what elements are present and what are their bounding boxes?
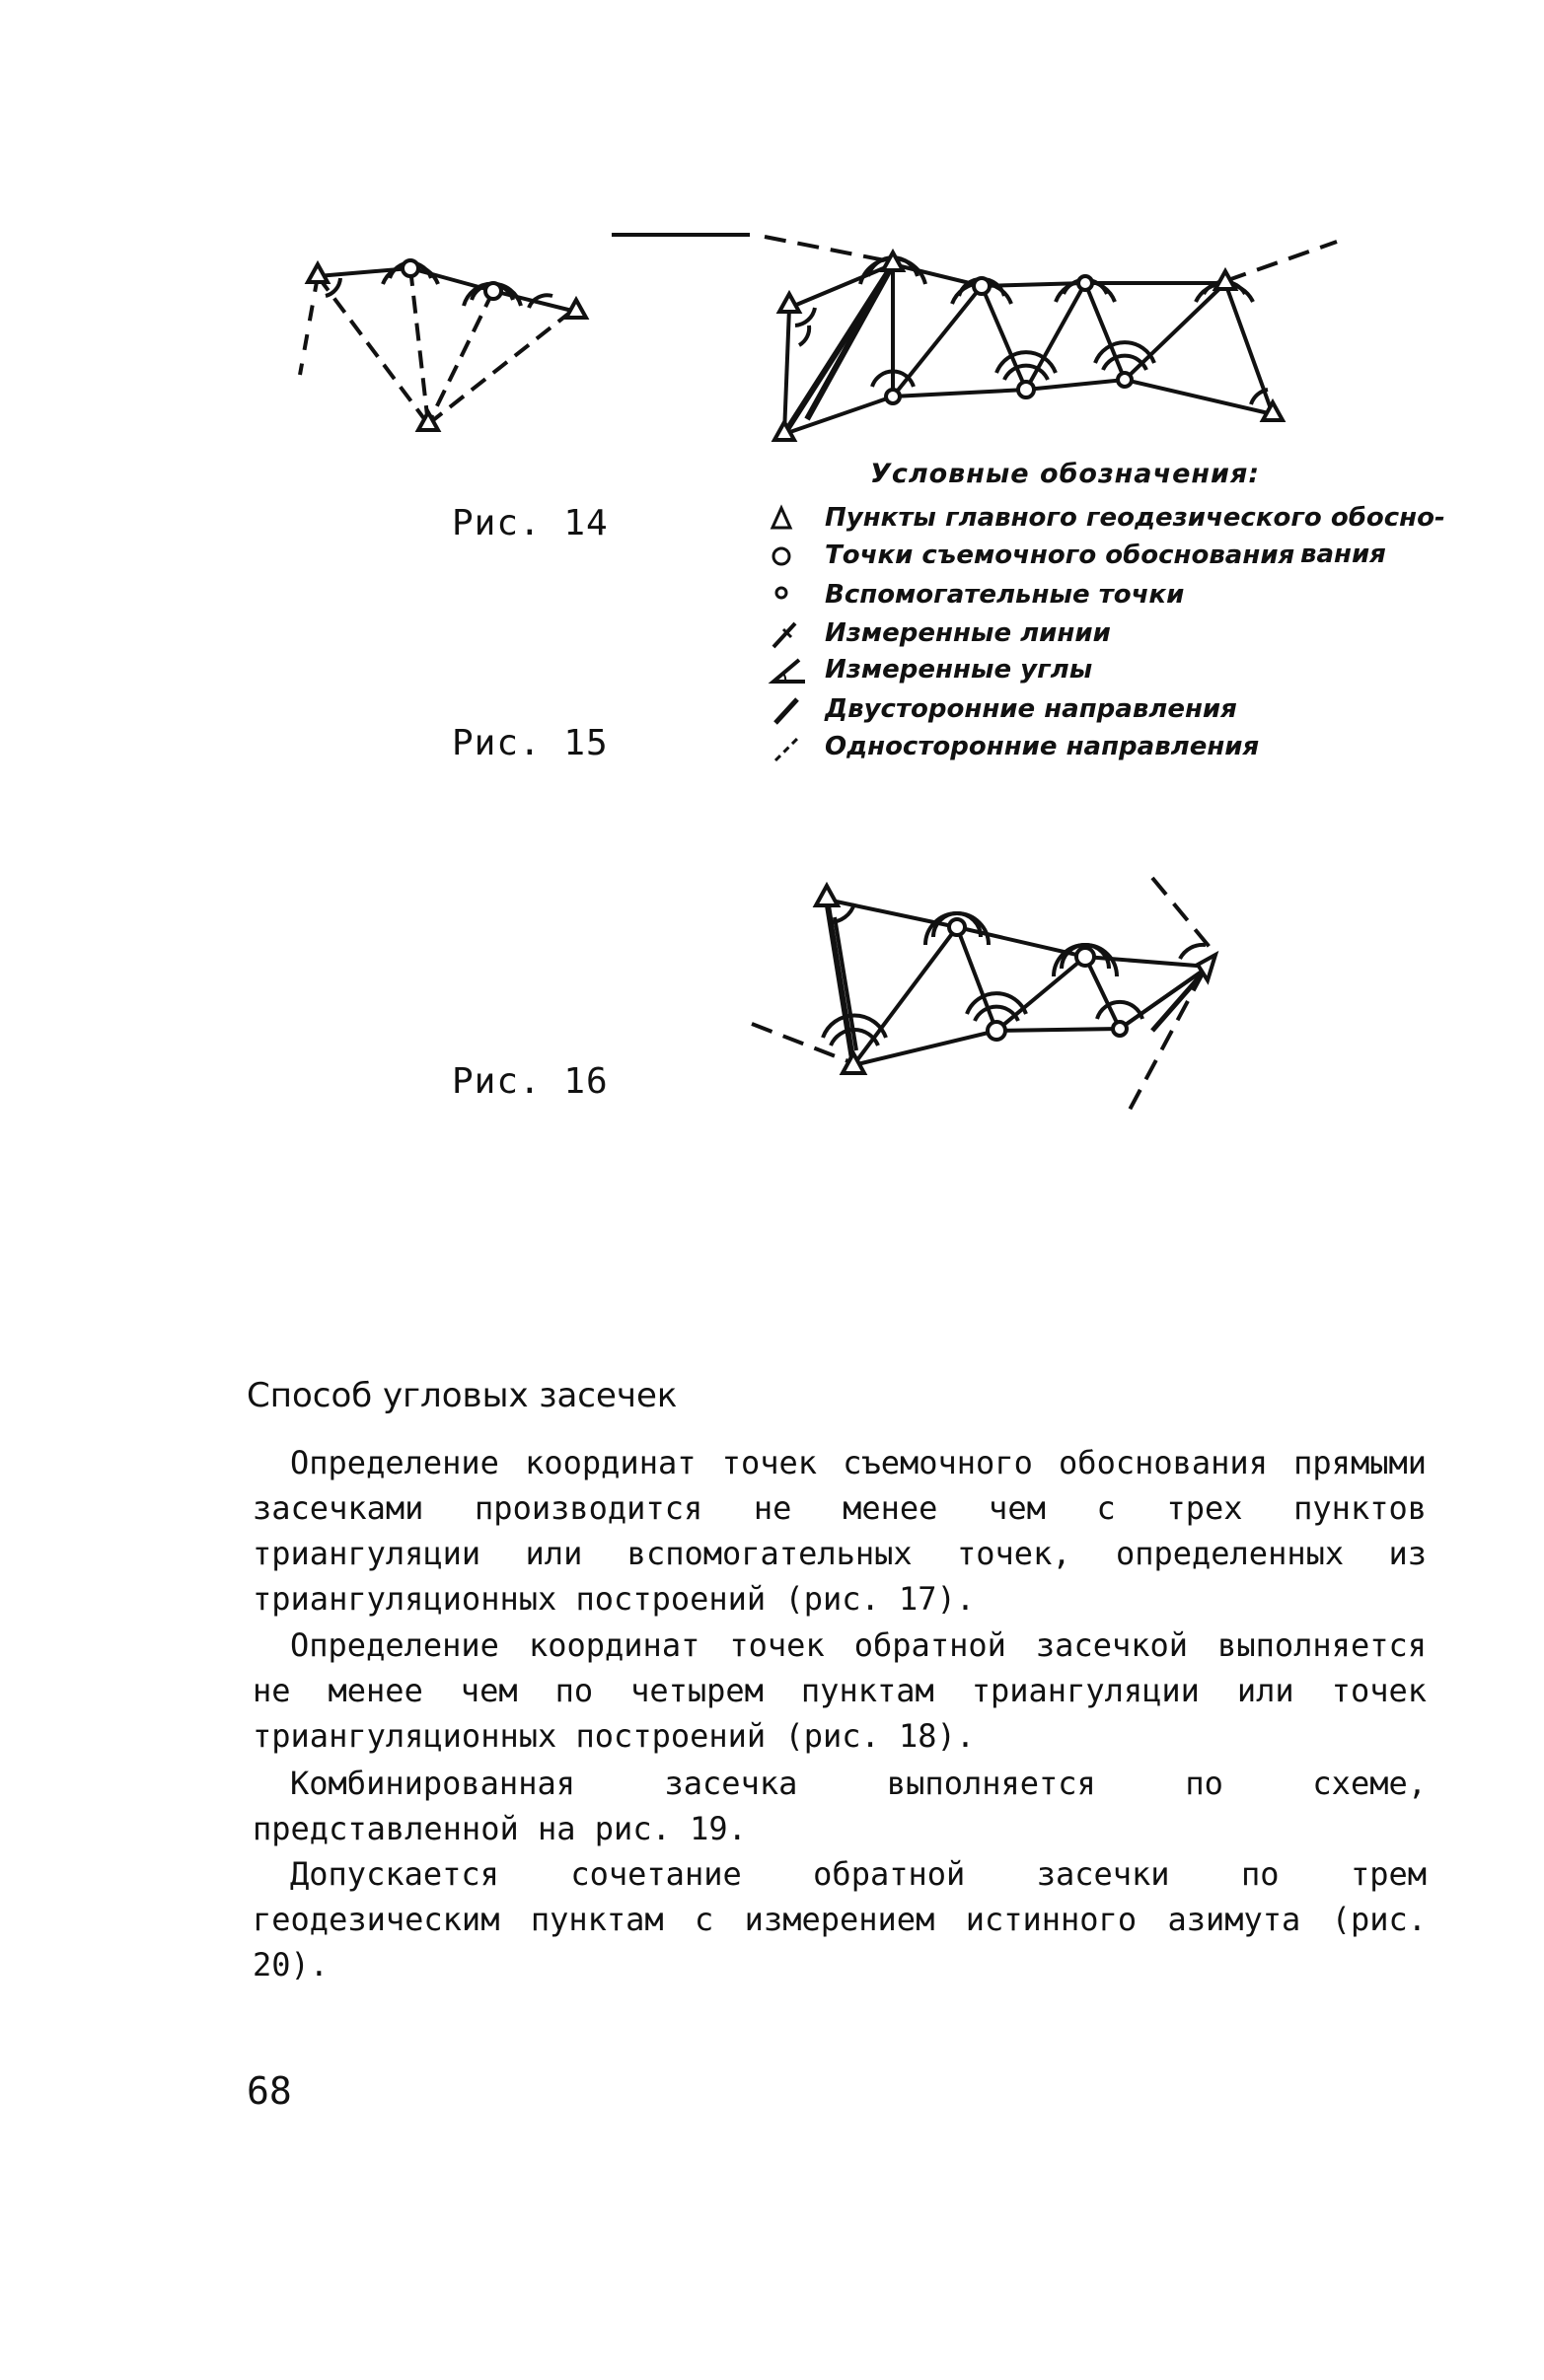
- fig14-triangle-3: [418, 412, 438, 430]
- fig16-triangle-2: [843, 1053, 864, 1073]
- legend-item-measured-line: [770, 618, 1111, 658]
- measured-angle-icon: [770, 656, 813, 685]
- section-title: Способ угловых засечек: [247, 1376, 678, 1415]
- legend-label: Двусторонние направления: [825, 694, 1237, 724]
- fig15-triangle-2: [883, 252, 903, 270]
- two-way-direction-icon: [770, 695, 813, 725]
- legend-label: Измеренные линии: [825, 618, 1111, 648]
- fig16-point-4: [1113, 1022, 1127, 1036]
- circle-small-icon: [770, 581, 813, 611]
- legend-title: Условные обозначения:: [870, 459, 1261, 489]
- fig16-point-2: [1076, 948, 1094, 966]
- fig15-point-2: [1078, 276, 1092, 290]
- fig14-triangle-1: [308, 264, 328, 282]
- legend-label: Пункты главного геодезического обосно-: [825, 503, 1445, 533]
- paragraph-1: Определение координат точек съемочного обоснования прямыми засечками производится не менее чем с трех пунктов триангуляции или вспомогательных точек, определенных из триангуляционных построений (рис. 17).: [253, 1444, 1427, 1618]
- legend-item-continuation: вания: [1300, 540, 1386, 569]
- legend-item-circle-small: [770, 580, 1184, 619]
- legend-item-circle-large: [770, 541, 1294, 580]
- fig15-triangle-1: [779, 294, 799, 312]
- fig16-caption: Рис. 16: [452, 1061, 609, 1102]
- fig14-triangle-2: [566, 300, 586, 318]
- fig16-point-3: [988, 1022, 1005, 1040]
- legend-item-two-way: [770, 694, 1237, 734]
- legend-label: Односторонние направления: [825, 732, 1260, 761]
- fig15-point-1: [974, 278, 990, 294]
- fig16-triangle-3: [1198, 955, 1215, 980]
- paragraph-2: Определение координат точек обратной засечкой выполняется не менее чем по четырем пунктам триангуляции или точек триангуляционных построений (рис. 18).: [253, 1626, 1427, 1755]
- fig14-chain: [318, 268, 572, 311]
- fig15-triangle-5: [1263, 402, 1283, 420]
- paragraph-4: Допускается сочетание обратной засечки по трем геодезическим пунктам с измерением истинного азимута (рис. 20).: [253, 1855, 1427, 1983]
- fig15-caption: Рис. 15: [452, 723, 609, 763]
- page-number: 68: [247, 2069, 292, 2113]
- fig16-point-1: [949, 919, 965, 935]
- paragraph-3: Комбинированная засечка выполняется по схеме, представленной на рис. 19.: [253, 1765, 1427, 1847]
- triangle-icon: [770, 504, 813, 534]
- circle-large-icon: [770, 541, 813, 571]
- legend-item-one-way: [770, 732, 1259, 771]
- fig15-point-5: [1118, 373, 1132, 387]
- one-way-direction-icon: [770, 733, 813, 762]
- measured-line-icon: [770, 619, 813, 649]
- fig14-point-1: [403, 260, 418, 276]
- fig15-point-3: [886, 390, 900, 403]
- legend-item-measured-angle: [770, 655, 1092, 694]
- fig16-triangle-1: [816, 886, 838, 905]
- legend-item-triangle: [770, 503, 1445, 542]
- fig14-point-2: [485, 283, 501, 299]
- fig15-triangle-4: [774, 422, 794, 440]
- fig15-triangle-3: [1215, 271, 1235, 289]
- legend-label: Измеренные углы: [825, 655, 1093, 685]
- fig15-point-4: [1018, 382, 1034, 397]
- legend-label: Вспомогательные точки: [825, 580, 1185, 610]
- fig14-caption: Рис. 14: [452, 503, 609, 543]
- legend-label: Точки съемочного обоснования: [825, 541, 1295, 570]
